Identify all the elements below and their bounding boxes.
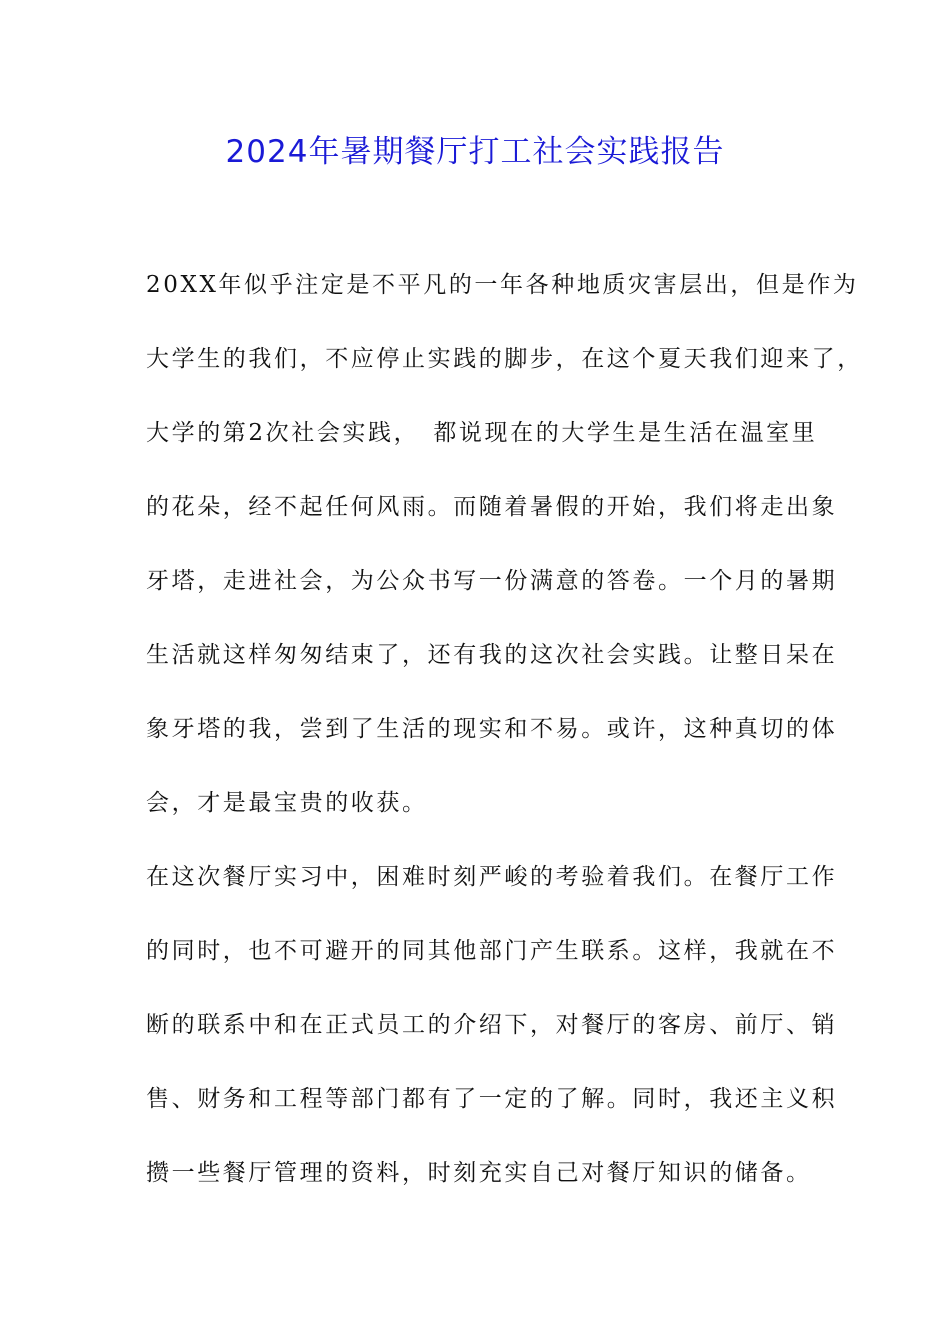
paragraph-line: 的同时，也不可避开的同其他部门产生联系。这样，我就在不 bbox=[146, 938, 838, 964]
paragraph-2 bbox=[146, 856, 838, 1226]
paragraph-1 bbox=[146, 264, 863, 856]
paragraph-line: 象牙塔的我，尝到了生活的现实和不易。或许，这种真切的体 bbox=[146, 716, 838, 742]
paragraph-line: 断的联系中和在正式员工的介绍下，对餐厅的客房、前厅、销 bbox=[146, 1012, 838, 1038]
paragraph-line: 大学生的我们，不应停止实践的脚步，在这个夏天我们迎来了， bbox=[146, 346, 863, 372]
paragraph-line: 攒一些餐厅管理的资料，时刻充实自己对餐厅知识的储备。 bbox=[146, 1160, 812, 1186]
document-title: 2024年暑期餐厅打工社会实践报告 bbox=[225, 134, 725, 170]
paragraph-line: 大学的第2次社会实践， 都说现在的大学生是生活在温室里 bbox=[146, 420, 818, 446]
paragraph-line: 的花朵，经不起任何风雨。而随着暑假的开始，我们将走出象 bbox=[146, 494, 838, 520]
paragraph-line: 牙塔，走进社会，为公众书写一份满意的答卷。一个月的暑期 bbox=[146, 568, 838, 594]
paragraph-line: 会，才是最宝贵的收获。 bbox=[146, 790, 428, 816]
paragraph-line: 20XX年似乎注定是不平凡的一年各种地质灾害层出，但是作为 bbox=[146, 272, 859, 298]
document-body bbox=[146, 264, 863, 1226]
paragraph-line: 在这次餐厅实习中，困难时刻严峻的考验着我们。在餐厅工作 bbox=[146, 864, 838, 890]
paragraph-line: 生活就这样匆匆结束了，还有我的这次社会实践。让整日呆在 bbox=[146, 642, 838, 668]
paragraph-line: 售、财务和工程等部门都有了一定的了解。同时，我还主义积 bbox=[146, 1086, 838, 1112]
